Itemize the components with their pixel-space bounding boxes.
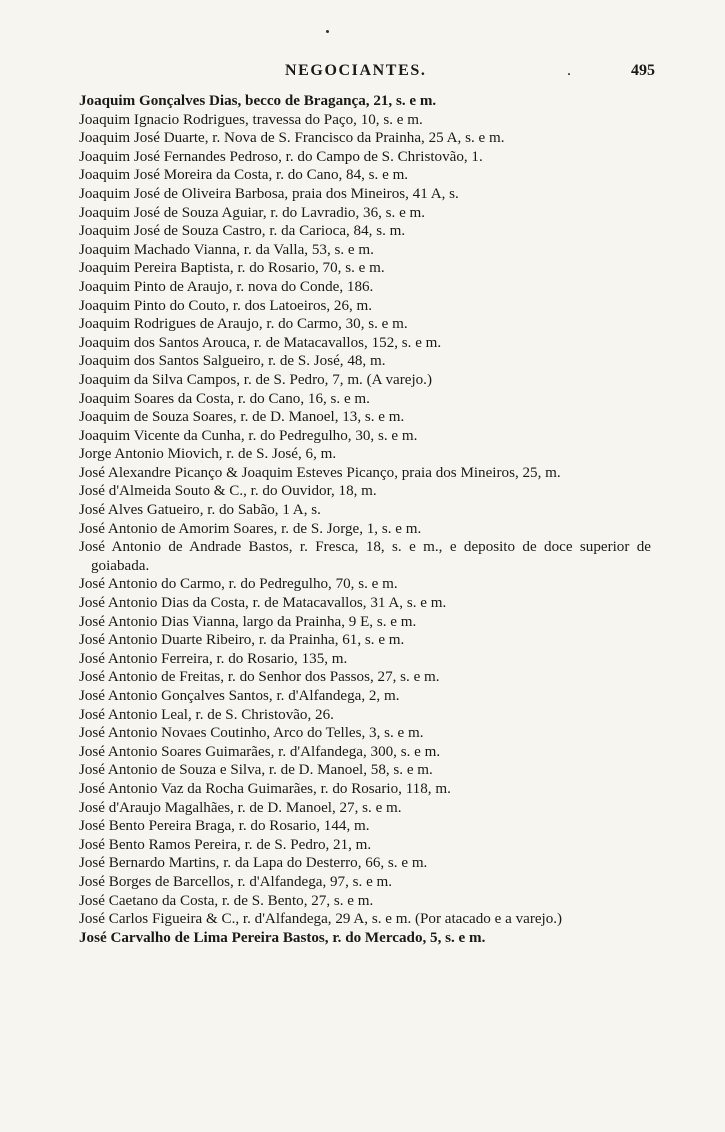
- list-entry: José Antonio Ferreira, r. do Rosario, 135, m.: [79, 650, 348, 667]
- list-entry: José Antonio Novaes Coutinho, Arco do Telles, 3, s. e m.: [79, 725, 424, 742]
- list-entry: José Antonio Vaz da Rocha Guimarães, r. do Rosario, 118, m.: [79, 780, 451, 797]
- list-entry: Joaquim de Souza Soares, r. de D. Manoel, 13, s. e m.: [79, 409, 405, 426]
- list-entry: Jorge Antonio Miovich, r. de S. José, 6, m.: [79, 446, 337, 463]
- list-entry: Joaquim Soares da Costa, r. do Cano, 16, s. e m.: [79, 390, 370, 407]
- list-entry: José Alves Gatueiro, r. do Sabão, 1 A, s.: [79, 502, 321, 519]
- list-entry: Joaquim Rodrigues de Araujo, r. do Carmo, 30, s. e m.: [79, 316, 408, 333]
- list-entry: José Alexandre Picanço & Joaquim Esteves Picanço, praia dos Mineiros, 25, m.: [79, 464, 561, 481]
- list-entry: José Antonio de Andrade Bastos, r. Fresca, 18, s. e m., e deposito de doce superior de goiabada.: [79, 539, 651, 574]
- list-entry: Joaquim José Moreira da Costa, r. do Cano, 84, s. e m.: [79, 167, 409, 184]
- list-entry: Joaquim José Fernandes Pedroso, r. do Campo de S. Christovão, 1.: [79, 148, 483, 165]
- list-entry: Joaquim José de Oliveira Barbosa, praia dos Mineiros, 41 A, s.: [79, 185, 459, 202]
- list-entry: José Antonio Dias Vianna, largo da Prainha, 9 E, s. e m.: [79, 613, 417, 630]
- list-entry: Joaquim Pereira Baptista, r. do Rosario, 70, s. e m.: [79, 260, 385, 277]
- list-entry: Joaquim da Silva Campos, r. de S. Pedro, 7, m. (A varejo.): [79, 371, 432, 388]
- ink-mark: [326, 30, 329, 33]
- list-entry: Joaquim dos Santos Salgueiro, r. de S. José, 48, m.: [79, 353, 386, 370]
- list-entry: José Antonio do Carmo, r. do Pedregulho, 70, s. e m.: [79, 576, 398, 593]
- list-entry: Joaquim José Duarte, r. Nova de S. Francisco da Prainha, 25 A, s. e m.: [79, 130, 505, 147]
- list-entry: José d'Almeida Souto & C., r. do Ouvidor, 18, m.: [79, 483, 377, 500]
- list-entry: José Bento Ramos Pereira, r. de S. Pedro, 21, m.: [79, 836, 372, 853]
- list-entry: José Antonio Soares Guimarães, r. d'Alfandega, 300, s. e m.: [79, 743, 441, 760]
- list-entry: José Antonio Leal, r. de S. Christovão, 26.: [79, 706, 334, 723]
- list-entry: Joaquim Ignacio Rodrigues, travessa do Paço, 10, s. e m.: [79, 111, 423, 128]
- list-entry: José Bernardo Martins, r. da Lapa do Desterro, 66, s. e m.: [79, 855, 428, 872]
- list-entry: Joaquim Vicente da Cunha, r. do Pedregulho, 30, s. e m.: [79, 427, 418, 444]
- section-title: NEGOCIANTES.: [285, 62, 427, 79]
- list-entry: José Caetano da Costa, r. de S. Bento, 27, s. e m.: [79, 892, 374, 909]
- list-entry: Joaquim Gonçalves Dias, becco de Bragança, 21, s. e m.: [79, 93, 437, 109]
- list-entry: Joaquim Machado Vianna, r. da Valla, 53, s. e m.: [79, 241, 374, 258]
- list-entry: Joaquim dos Santos Arouca, r. de Matacavallos, 152, s. e m.: [79, 334, 442, 351]
- list-entry: José Antonio de Amorim Soares, r. de S. Jorge, 1, s. e m.: [79, 520, 422, 537]
- list-entry: Joaquim Pinto de Araujo, r. nova do Conde, 186.: [79, 278, 374, 295]
- merchant-list: [79, 92, 651, 947]
- header-dot: .: [567, 62, 571, 79]
- list-entry: José Antonio Gonçalves Santos, r. d'Alfandega, 2, m.: [79, 688, 400, 704]
- list-entry: José Antonio de Freitas, r. do Senhor dos Passos, 27, s. e m.: [79, 669, 440, 686]
- list-entry: José Antonio Dias da Costa, r. de Matacavallos, 31 A, s. e m.: [79, 595, 447, 612]
- list-entry: José d'Araujo Magalhães, r. de D. Manoel, 27, s. e m.: [79, 799, 402, 816]
- list-entry: Joaquim José de Souza Aguiar, r. do Lavradio, 36, s. e m.: [79, 204, 426, 221]
- list-entry: Joaquim José de Souza Castro, r. da Carioca, 84, s. m.: [79, 223, 406, 240]
- list-entry: José Carlos Figueira & C., r. d'Alfandega, 29 A, s. e m. (Por atacado e a varejo.): [79, 911, 563, 928]
- page-header: [80, 62, 655, 84]
- list-entry: José Carvalho de Lima Pereira Bastos, r. do Mercado, 5, s. e m.: [79, 929, 486, 946]
- list-entry: José Antonio Duarte Ribeiro, r. da Prainha, 61, s. e m.: [79, 632, 405, 649]
- list-entry: José Antonio de Souza e Silva, r. de D. Manoel, 58, s. e m.: [79, 762, 433, 779]
- list-entry: Joaquim Pinto do Couto, r. dos Latoeiros, 26, m.: [79, 297, 373, 314]
- list-entry: José Bento Pereira Braga, r. do Rosario, 144, m.: [79, 818, 370, 835]
- page-number: 495: [631, 62, 655, 79]
- list-entry: José Borges de Barcellos, r. d'Alfandega, 97, s. e m.: [79, 873, 393, 890]
